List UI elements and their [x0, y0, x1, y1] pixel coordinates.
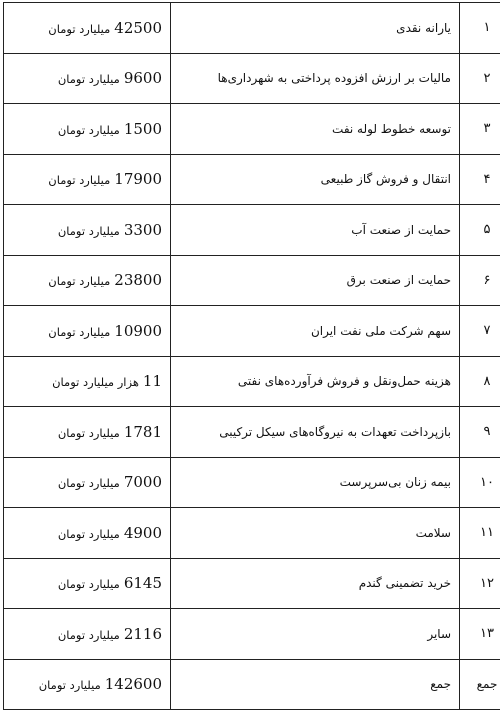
- amount-cell: [4, 457, 171, 508]
- table-row: [4, 609, 500, 660]
- total-row: [4, 659, 500, 710]
- amount-value: 4900: [123, 523, 162, 542]
- amount-value: 10900: [114, 321, 162, 340]
- amount-unit: میلیارد تومان: [57, 476, 120, 491]
- amount-text: [39, 675, 162, 693]
- amount-value: 17900: [114, 170, 162, 189]
- amount-cell: [4, 53, 171, 104]
- amount-unit: میلیارد تومان: [57, 627, 120, 642]
- amount-value: 1500: [123, 119, 162, 138]
- amount-text: [58, 221, 162, 239]
- amount-unit: میلیارد تومان: [38, 678, 101, 693]
- amount-value: 2116: [123, 624, 162, 643]
- row-number-cell: ۲: [460, 53, 500, 104]
- amount-value: 6145: [123, 574, 162, 593]
- amount-cell: [4, 609, 171, 660]
- amount-unit: هزار میلیارد تومان: [52, 375, 139, 390]
- item-title-cell: هزینه حمل‌ونقل و فروش فرآورده‌های نفتی: [171, 356, 460, 407]
- amount-text: [58, 625, 162, 643]
- amount-value: 3300: [123, 220, 162, 239]
- item-title-cell: مالیات بر ارزش افزوده پرداختی به شهرداری‌ها: [171, 53, 460, 104]
- amount-cell: [4, 508, 171, 559]
- amount-unit: میلیارد تومان: [57, 577, 120, 592]
- row-number-cell: ۵: [460, 205, 500, 256]
- amount-cell: [4, 104, 171, 155]
- amount-unit: میلیارد تومان: [57, 72, 120, 87]
- row-number-cell: ۷: [460, 306, 500, 357]
- amount-text: [58, 473, 162, 491]
- table-row: [4, 457, 500, 508]
- item-title-cell: خرید تضمینی گندم: [171, 558, 460, 609]
- row-number-cell: ۱۲: [460, 558, 500, 609]
- amount-text: [48, 19, 162, 37]
- item-title-cell: بازپرداخت تعهدات به نیروگاه‌های سیکل ترکیبی: [171, 407, 460, 458]
- table-row: [4, 558, 500, 609]
- table-row: [4, 407, 500, 458]
- total-title-cell: جمع: [171, 659, 460, 710]
- row-number-cell: ۱۰: [460, 457, 500, 508]
- table-row: [4, 306, 500, 357]
- item-title-cell: حمایت از صنعت برق: [171, 255, 460, 306]
- row-number-cell: ۱۳: [460, 609, 500, 660]
- amount-value: 11: [142, 372, 162, 391]
- row-number-cell: ۴: [460, 154, 500, 205]
- amount-text: [52, 372, 162, 390]
- row-number-cell: ۱۱: [460, 508, 500, 559]
- amount-text: [48, 271, 162, 289]
- row-number-cell: ۶: [460, 255, 500, 306]
- table-row: [4, 255, 500, 306]
- amount-text: [48, 170, 162, 188]
- item-title-cell: حمایت از صنعت آب: [171, 205, 460, 256]
- amount-unit: میلیارد تومان: [48, 173, 111, 188]
- table-row: [4, 3, 500, 54]
- amount-cell: [4, 407, 171, 458]
- item-title-cell: یارانه نقدی: [171, 3, 460, 54]
- amount-unit: میلیارد تومان: [57, 425, 120, 440]
- row-number-cell: ۱: [460, 3, 500, 54]
- amount-unit: میلیارد تومان: [48, 274, 111, 289]
- amount-value: 23800: [114, 271, 162, 290]
- amount-value: 7000: [123, 473, 162, 492]
- amount-value: 9600: [123, 69, 162, 88]
- table-row: [4, 53, 500, 104]
- row-number-cell: ۸: [460, 356, 500, 407]
- table-row: [4, 205, 500, 256]
- amount-unit: میلیارد تومان: [57, 526, 120, 541]
- amount-text: [58, 574, 162, 592]
- table-row: [4, 356, 500, 407]
- amount-text: [58, 120, 162, 138]
- total-label-cell: جمع: [460, 659, 500, 710]
- amount-cell: [4, 205, 171, 256]
- amount-value: 142600: [104, 675, 162, 694]
- amount-cell: [4, 154, 171, 205]
- amount-text: [58, 423, 162, 441]
- amount-unit: میلیارد تومان: [48, 324, 111, 339]
- table-row: [4, 508, 500, 559]
- amount-text: [58, 524, 162, 542]
- item-title-cell: سایر: [171, 609, 460, 660]
- row-number-cell: ۳: [460, 104, 500, 155]
- item-title-cell: سلامت: [171, 508, 460, 559]
- table-row: [4, 104, 500, 155]
- amount-cell: [4, 558, 171, 609]
- amount-cell: [4, 306, 171, 357]
- amount-value: 1781: [123, 422, 162, 441]
- amount-unit: میلیارد تومان: [48, 21, 111, 36]
- amount-text: [58, 69, 162, 87]
- row-number-cell: ۹: [460, 407, 500, 458]
- amount-unit: میلیارد تومان: [57, 122, 120, 137]
- item-title-cell: بیمه زنان بی‌سرپرست: [171, 457, 460, 508]
- item-title-cell: توسعه خطوط لوله نفت: [171, 104, 460, 155]
- item-title-cell: انتقال و فروش گاز طبیعی: [171, 154, 460, 205]
- budget-allocation-table: [3, 2, 500, 710]
- table-body: [4, 3, 500, 710]
- total-amount-cell: [4, 659, 171, 710]
- item-title-cell: سهم شرکت ملی نفت ایران: [171, 306, 460, 357]
- amount-text: [48, 322, 162, 340]
- amount-cell: [4, 3, 171, 54]
- amount-value: 42500: [114, 18, 162, 37]
- amount-cell: [4, 356, 171, 407]
- amount-cell: [4, 255, 171, 306]
- amount-unit: میلیارد تومان: [57, 223, 120, 238]
- table-row: [4, 154, 500, 205]
